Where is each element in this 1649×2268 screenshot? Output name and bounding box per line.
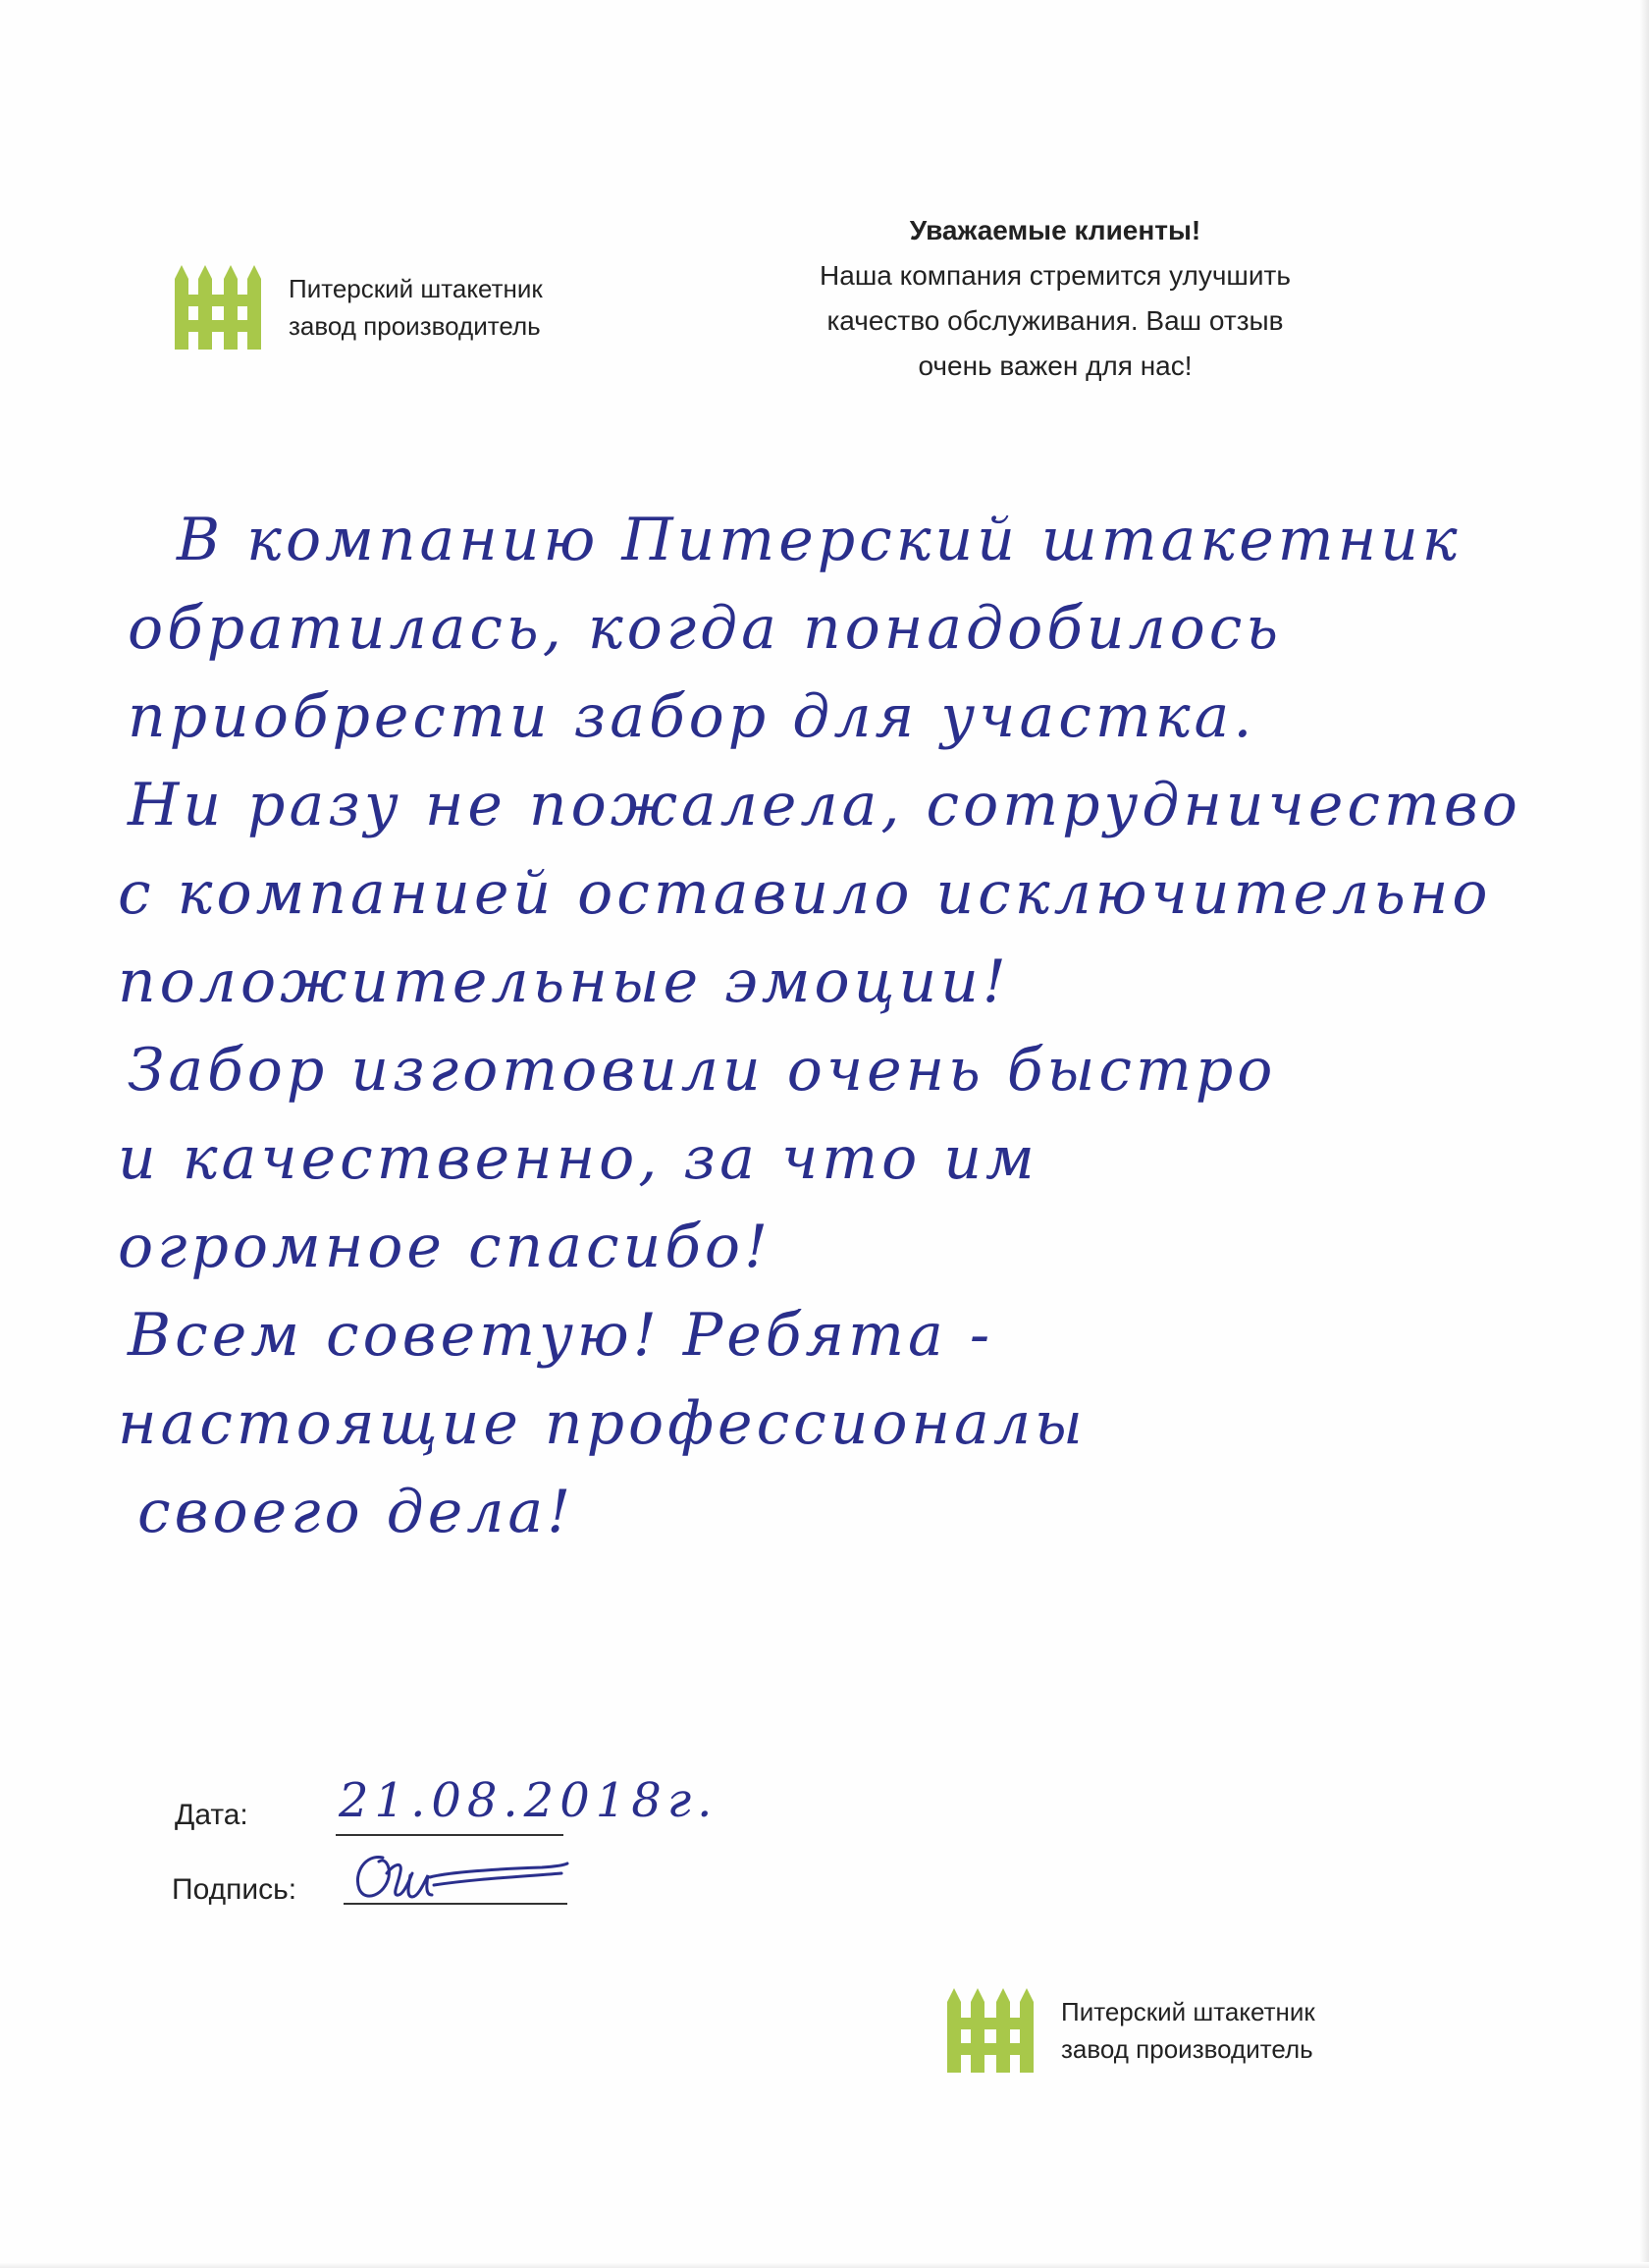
review-line: положительные эмоции! <box>118 947 1010 1016</box>
review-line: приобрести забор для участка. <box>128 682 1256 751</box>
review-line: Забор изготовили очень быстро <box>128 1036 1277 1105</box>
signature-label: Подпись: <box>172 1873 297 1906</box>
notice-line: качество обслуживания. Ваш отзыв <box>826 305 1284 336</box>
picket-fence-icon <box>175 265 261 350</box>
handwritten-review <box>118 496 1570 1556</box>
review-line: своего дела! <box>137 1478 575 1546</box>
review-line: и качественно, за что им <box>118 1124 1038 1193</box>
picket-fence-icon <box>947 1988 1034 2073</box>
company-name-line1: Питерский штакетник <box>289 274 543 303</box>
review-line: В компанию Питерский штакетник <box>177 506 1462 574</box>
review-line: огромное спасибо! <box>118 1213 772 1281</box>
company-logo-top <box>175 265 543 350</box>
review-line: настоящие профессионалы <box>118 1389 1087 1458</box>
review-line: Ни разу не пожалела, сотрудничество <box>128 771 1521 839</box>
company-logo-bottom <box>947 1988 1315 2073</box>
review-line: Всем советую! Ребята - <box>128 1301 994 1370</box>
date-value: 21.08.2018г. <box>339 1773 718 1828</box>
notice-line: очень важен для нас! <box>918 351 1193 381</box>
scan-edge <box>1639 0 1649 2268</box>
signature-underline <box>344 1903 567 1905</box>
date-label: Дата: <box>175 1799 248 1831</box>
company-name-line2: завод производитель <box>289 311 541 341</box>
company-name <box>289 270 543 345</box>
customer-notice <box>687 208 1423 389</box>
review-line: обратилась, когда понадобилось <box>128 594 1283 663</box>
notice-line: Наша компания стремится улучшить <box>820 260 1291 291</box>
company-name <box>1061 1993 1315 2068</box>
company-name-line1: Питерский штакетник <box>1061 1997 1315 2026</box>
company-name-line2: завод производитель <box>1061 2034 1313 2064</box>
notice-title: Уважаемые клиенты! <box>909 215 1201 245</box>
handwritten-signature <box>346 1844 581 1917</box>
scan-edge-bottom <box>0 2262 1649 2268</box>
date-underline <box>336 1834 563 1836</box>
review-line: с компанией оставило исключительно <box>118 859 1492 928</box>
